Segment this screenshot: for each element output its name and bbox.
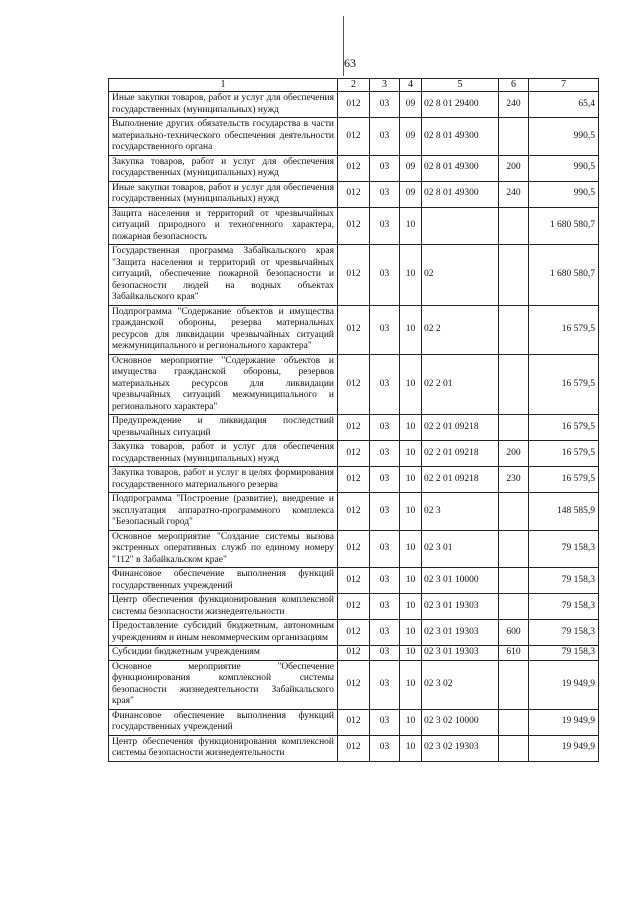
row-value-cell: 03 — [370, 735, 400, 761]
row-name-cell: Основное мероприятие "Создание системы вызова экстренных оперативных служб по единому номеру "112" в Забайкальском крае" — [109, 530, 338, 568]
row-value-cell: 79 158,3 — [529, 620, 599, 646]
row-name-cell: Закупка товаров, работ и услуг в целях формирования государственного материального резерва — [109, 467, 338, 493]
row-value-cell — [499, 530, 529, 568]
row-name-cell: Иные закупки товаров, работ и услуг для обеспечения государственных (муниципальных) нужд — [109, 181, 338, 207]
row-value-cell: 012 — [338, 493, 370, 531]
row-value-cell: 012 — [338, 245, 370, 306]
row-value-cell: 16 579,5 — [529, 441, 599, 467]
row-value-cell: 10 — [400, 441, 422, 467]
row-name-cell: Закупка товаров, работ и услуг для обеспечения государственных (муниципальных) нужд — [109, 155, 338, 181]
row-value-cell: 10 — [400, 646, 422, 661]
row-name-cell: Финансовое обеспечение выполнения функций государственных учреждений — [109, 709, 338, 735]
row-value-cell: 03 — [370, 493, 400, 531]
row-value-cell — [499, 568, 529, 594]
row-value-cell: 03 — [370, 568, 400, 594]
row-value-cell — [422, 207, 499, 245]
row-name-cell: Финансовое обеспечение выполнения функций государственных учреждений — [109, 568, 338, 594]
row-value-cell: 012 — [338, 620, 370, 646]
row-value-cell: 02 2 01 09218 — [422, 415, 499, 441]
row-value-cell: 79 158,3 — [529, 568, 599, 594]
row-name-cell: Подпрограмма "Содержание объектов и имущества гражданской обороны, резерва материальных ресурсов для ликвидации чрезвычайных ситуаций межмуниципального и регионального характера" — [109, 305, 338, 354]
row-name-cell: Предоставление субсидий бюджетным, автономным учреждениям и иным некоммерческим организациям — [109, 620, 338, 646]
row-value-cell: 012 — [338, 92, 370, 118]
row-value-cell: 012 — [338, 530, 370, 568]
row-value-cell — [499, 660, 529, 709]
row-value-cell: 10 — [400, 735, 422, 761]
row-value-cell: 10 — [400, 354, 422, 415]
row-value-cell: 10 — [400, 594, 422, 620]
row-value-cell: 10 — [400, 620, 422, 646]
row-name-cell: Государственная программа Забайкальского края "Защита населения и территорий от чрезвычайных ситуаций, обеспечение пожарной безопасности и безопасности людей на водных объектах Забайкальского края" — [109, 245, 338, 306]
row-value-cell: 610 — [499, 646, 529, 661]
row-name-cell: Иные закупки товаров, работ и услуг для обеспечения государственных (муниципальных) нужд — [109, 92, 338, 118]
row-value-cell: 012 — [338, 181, 370, 207]
table-row — [109, 441, 599, 467]
row-value-cell: 79 158,3 — [529, 646, 599, 661]
row-value-cell: 03 — [370, 594, 400, 620]
row-value-cell: 240 — [499, 92, 529, 118]
table-row — [109, 354, 599, 415]
row-value-cell: 240 — [499, 181, 529, 207]
table-row — [109, 181, 599, 207]
row-value-cell — [499, 354, 529, 415]
table-row — [109, 305, 599, 354]
row-value-cell: 02 — [422, 245, 499, 306]
row-value-cell: 1 680 580,7 — [529, 207, 599, 245]
row-value-cell: 10 — [400, 660, 422, 709]
table-row — [109, 207, 599, 245]
row-value-cell — [499, 415, 529, 441]
row-name-cell: Центр обеспечения функционирования комплексной системы безопасности жизнедеятельности — [109, 735, 338, 761]
table-row — [109, 118, 599, 156]
row-value-cell: 02 8 01 49300 — [422, 181, 499, 207]
table-row — [109, 155, 599, 181]
row-value-cell: 012 — [338, 207, 370, 245]
row-value-cell: 02 8 01 29400 — [422, 92, 499, 118]
row-value-cell: 09 — [400, 92, 422, 118]
row-value-cell: 10 — [400, 207, 422, 245]
row-value-cell: 03 — [370, 415, 400, 441]
row-value-cell: 10 — [400, 709, 422, 735]
row-value-cell: 09 — [400, 155, 422, 181]
row-value-cell: 200 — [499, 155, 529, 181]
row-value-cell: 03 — [370, 709, 400, 735]
row-value-cell: 02 3 02 10000 — [422, 709, 499, 735]
row-value-cell: 012 — [338, 305, 370, 354]
col-header: 3 — [370, 79, 400, 92]
row-value-cell — [499, 493, 529, 531]
row-value-cell — [499, 709, 529, 735]
row-value-cell: 02 8 01 49300 — [422, 118, 499, 156]
row-value-cell: 03 — [370, 530, 400, 568]
row-name-cell: Предупреждение и ликвидация последствий чрезвычайных ситуаций — [109, 415, 338, 441]
row-value-cell: 03 — [370, 620, 400, 646]
table-row — [109, 530, 599, 568]
row-value-cell: 16 579,5 — [529, 305, 599, 354]
row-value-cell: 03 — [370, 181, 400, 207]
row-value-cell: 19 949,9 — [529, 735, 599, 761]
row-value-cell: 19 949,9 — [529, 709, 599, 735]
row-value-cell: 02 3 01 — [422, 530, 499, 568]
row-value-cell: 012 — [338, 568, 370, 594]
row-value-cell: 02 3 01 19303 — [422, 620, 499, 646]
row-value-cell: 02 3 02 — [422, 660, 499, 709]
row-value-cell: 012 — [338, 155, 370, 181]
row-value-cell: 990,5 — [529, 118, 599, 156]
row-value-cell: 02 3 — [422, 493, 499, 531]
row-value-cell: 02 2 01 09218 — [422, 441, 499, 467]
row-value-cell: 10 — [400, 530, 422, 568]
row-name-cell: Основное мероприятие "Содержание объектов и имущества гражданской обороны, резервов материальных ресурсов для ликвидации чрезвычайных ситуаций межмуниципального и регионального характера" — [109, 354, 338, 415]
row-value-cell — [499, 207, 529, 245]
page-number: 63 — [344, 56, 356, 70]
row-value-cell: 03 — [370, 441, 400, 467]
row-value-cell: 02 3 01 19303 — [422, 594, 499, 620]
row-value-cell: 16 579,5 — [529, 467, 599, 493]
row-value-cell: 09 — [400, 118, 422, 156]
row-value-cell — [499, 305, 529, 354]
col-header: 4 — [400, 79, 422, 92]
table-row — [109, 245, 599, 306]
row-value-cell: 990,5 — [529, 155, 599, 181]
row-value-cell: 012 — [338, 441, 370, 467]
row-value-cell: 10 — [400, 568, 422, 594]
row-value-cell: 02 3 02 19303 — [422, 735, 499, 761]
row-name-cell: Субсидии бюджетным учреждениям — [109, 646, 338, 661]
row-value-cell — [499, 118, 529, 156]
row-value-cell — [499, 735, 529, 761]
row-value-cell: 10 — [400, 305, 422, 354]
row-value-cell: 03 — [370, 118, 400, 156]
row-value-cell: 012 — [338, 354, 370, 415]
budget-table — [108, 78, 599, 762]
row-value-cell: 65,4 — [529, 92, 599, 118]
row-name-cell: Выполнение других обязательств государства в части материально-технического обеспечения деятельности государственного органа — [109, 118, 338, 156]
row-value-cell: 012 — [338, 646, 370, 661]
row-name-cell: Центр обеспечения функционирования комплексной системы безопасности жизнедеятельности — [109, 594, 338, 620]
row-value-cell: 012 — [338, 118, 370, 156]
row-value-cell: 79 158,3 — [529, 530, 599, 568]
table-row — [109, 660, 599, 709]
row-value-cell: 012 — [338, 467, 370, 493]
row-value-cell: 03 — [370, 207, 400, 245]
table-row — [109, 735, 599, 761]
row-value-cell: 02 2 01 — [422, 354, 499, 415]
row-name-cell: Защита населения и территорий от чрезвычайных ситуаций природного и техногенного характера, пожарная безопасность — [109, 207, 338, 245]
row-value-cell: 1 680 580,7 — [529, 245, 599, 306]
row-value-cell: 03 — [370, 467, 400, 493]
col-header: 7 — [529, 79, 599, 92]
row-value-cell: 03 — [370, 646, 400, 661]
col-header: 5 — [422, 79, 499, 92]
row-value-cell: 10 — [400, 415, 422, 441]
row-value-cell: 012 — [338, 660, 370, 709]
table-row — [109, 709, 599, 735]
row-name-cell: Основное мероприятие "Обеспечение функционирования комплексной системы безопасности жизнедеятельности Забайкальского края" — [109, 660, 338, 709]
table-row — [109, 467, 599, 493]
row-value-cell: 16 579,5 — [529, 354, 599, 415]
table-row — [109, 92, 599, 118]
row-value-cell: 03 — [370, 660, 400, 709]
row-name-cell: Подпрограмма "Построение (развитие), внедрение и эксплуатация аппаратно-программного комплекса "Безопасный город" — [109, 493, 338, 531]
row-value-cell: 02 8 01 49300 — [422, 155, 499, 181]
row-value-cell: 148 585,9 — [529, 493, 599, 531]
row-value-cell: 02 3 01 19303 — [422, 646, 499, 661]
col-header: 6 — [499, 79, 529, 92]
col-header: 2 — [338, 79, 370, 92]
table-row — [109, 568, 599, 594]
table-row — [109, 415, 599, 441]
row-value-cell: 012 — [338, 735, 370, 761]
row-value-cell: 10 — [400, 245, 422, 306]
row-value-cell — [499, 594, 529, 620]
row-value-cell: 02 2 — [422, 305, 499, 354]
row-value-cell: 03 — [370, 245, 400, 306]
row-value-cell: 03 — [370, 155, 400, 181]
row-value-cell: 02 3 01 10000 — [422, 568, 499, 594]
row-value-cell: 03 — [370, 305, 400, 354]
header-row — [109, 79, 599, 92]
row-value-cell: 16 579,5 — [529, 415, 599, 441]
row-value-cell: 012 — [338, 709, 370, 735]
row-value-cell: 200 — [499, 441, 529, 467]
row-value-cell: 19 949,9 — [529, 660, 599, 709]
row-value-cell: 230 — [499, 467, 529, 493]
table-row — [109, 493, 599, 531]
row-value-cell: 990,5 — [529, 181, 599, 207]
row-value-cell: 79 158,3 — [529, 594, 599, 620]
row-value-cell — [499, 245, 529, 306]
table-row — [109, 620, 599, 646]
row-value-cell: 03 — [370, 354, 400, 415]
table-row — [109, 646, 599, 661]
row-value-cell: 09 — [400, 181, 422, 207]
table-row — [109, 594, 599, 620]
row-value-cell: 600 — [499, 620, 529, 646]
row-value-cell: 03 — [370, 92, 400, 118]
row-value-cell: 012 — [338, 415, 370, 441]
row-value-cell: 02 2 01 09218 — [422, 467, 499, 493]
row-name-cell: Закупка товаров, работ и услуг для обеспечения государственных (муниципальных) нужд — [109, 441, 338, 467]
col-header: 1 — [109, 79, 338, 92]
row-value-cell: 10 — [400, 467, 422, 493]
row-value-cell: 10 — [400, 493, 422, 531]
row-value-cell: 012 — [338, 594, 370, 620]
